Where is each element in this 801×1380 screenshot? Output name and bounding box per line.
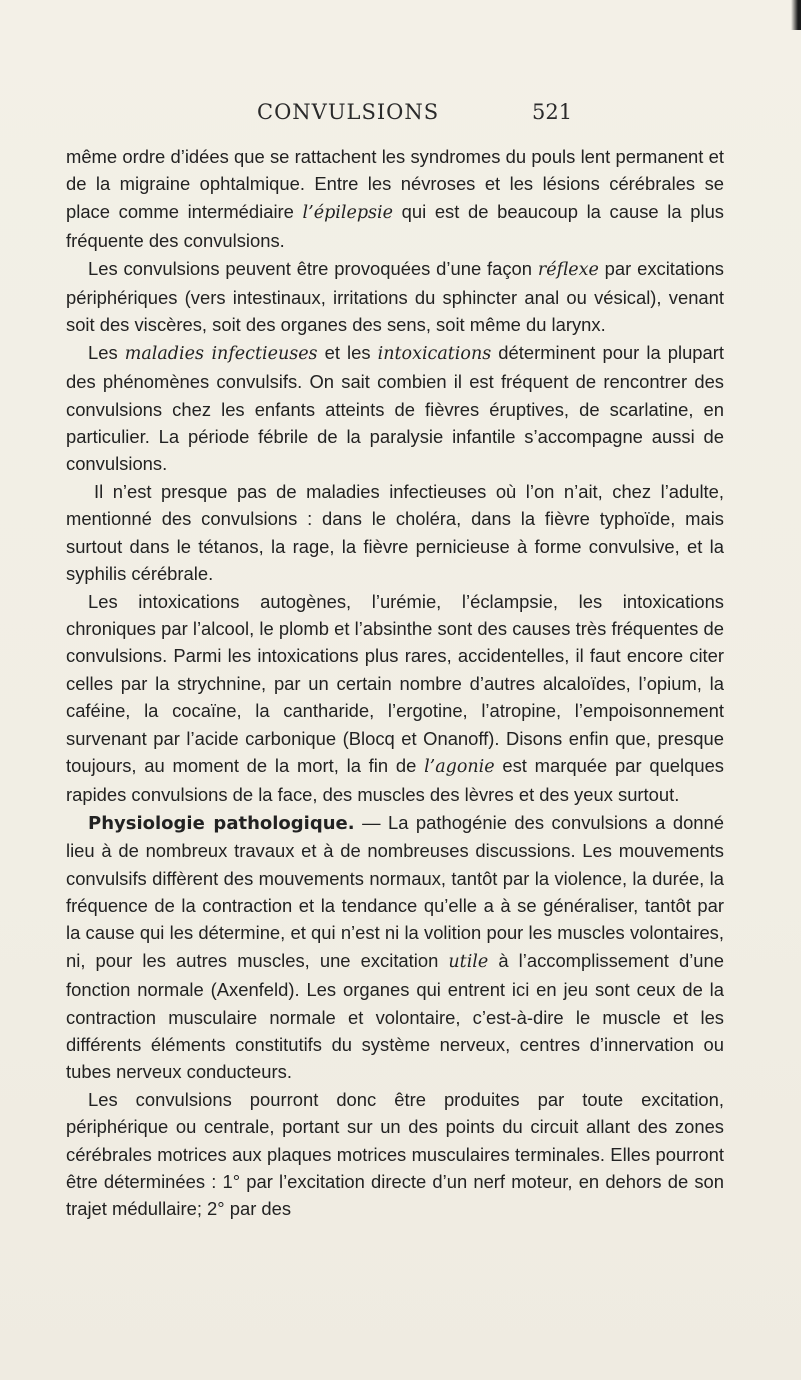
paragraph-2-italic: réflexe bbox=[537, 259, 599, 280]
page-number: 521 bbox=[532, 100, 573, 124]
paragraph-5-italic: l’agonie bbox=[424, 756, 495, 777]
paragraph-2-end: par excitations périphériques (vers intestinaux, irritations du sphincter anal ou vésical), venant soit des viscères, soit des organes des sens, soit même du larynx. bbox=[66, 257, 724, 336]
paragraph-2 bbox=[66, 255, 724, 339]
paragraph-2-text: Les convulsions peuvent être provoquées d’une façon bbox=[88, 257, 538, 279]
paragraph-5-end: est marquée par quelques rapides convulsions de la face, des muscles des lèvres et des yeux surtout. bbox=[66, 754, 724, 806]
paragraph-1-italic: l’épilepsie bbox=[302, 202, 393, 223]
paragraph-4 bbox=[66, 478, 724, 588]
paragraph-5-text: Les intoxications autogènes, l’urémie, l’éclampsie, les intoxications chroniques par l’alcool, le plomb et l’absinthe sont des causes très fréquentes de convulsions. Parmi les intoxications plus rares, accidentelles, il faut encore citer celles par la strychnine, par un certain nombre d’autres alcaloïdes, l’opium, la caféine, la cocaïne, la cantharide, l’ergotine, l’atropine, l’empoisonnement survenant par l’acide carbonique (Blocq et Onanoff). Disons enfin que, presque toujours, au moment de la mort, la fin de bbox=[66, 590, 724, 776]
paragraph-1 bbox=[66, 143, 724, 255]
paragraph-4-text: Il n’est presque pas de maladies infectieuses où l’on n’ait, chez l’adulte, mentionné des convulsions : dans le choléra, dans la fièvre typhoïde, mais surtout dans le tétanos, la rage, la fièvre pernicieuse à forme convulsive, et la syphilis cérébrale. bbox=[66, 480, 724, 585]
paragraph-7-text: Les convulsions pourront donc être produites par toute excitation, périphérique ou centrale, portant sur un des points du circuit allant des zones cérébrales motrices aux plaques motrices musculaires terminales. Elles pourront être déterminées : 1° par l’excitation directe d’un nerf moteur, en dehors de son trajet médullaire; 2° par des bbox=[66, 1088, 724, 1220]
paragraph-3-end: déterminent pour la plupart des phénomènes convulsifs. On sait combien il est fréquent de rencontrer des convulsions chez les enfants atteints de fièvres éruptives, de scarlatine, en particulier. La période fébrile de la paralysie infantile s’accompagne aussi de convulsions. bbox=[66, 341, 724, 475]
paragraph-1-end: qui est de beaucoup la cause la plus fréquente des convulsions. bbox=[66, 200, 724, 252]
paragraph-6-italic: utile bbox=[448, 951, 489, 972]
body-text bbox=[66, 143, 724, 1223]
paragraph-1-text: même ordre d’idées que se rattachent les syndromes du pouls lent permanent et de la migraine ophtalmique. Entre les névroses et les lésions cérébrales se place comme intermédiaire bbox=[66, 146, 724, 222]
paragraph-6 bbox=[66, 809, 724, 1086]
page-corner-shadow bbox=[791, 0, 801, 30]
chapter-title: CONVULSIONS bbox=[257, 100, 440, 124]
paragraph-7 bbox=[66, 1086, 724, 1223]
paragraph-5 bbox=[66, 588, 724, 809]
paragraph-3-start: Les bbox=[88, 341, 125, 363]
paragraph-3-mid: et les bbox=[317, 341, 378, 363]
running-header bbox=[0, 100, 801, 130]
paragraph-3-italic-2: intoxications bbox=[377, 343, 492, 364]
paragraph-6-text: — La pathogénie des convulsions a donné lieu à de nombreux travaux et à de nombreuses discussions. Les mouvements convulsifs diffèrent des mouvements normaux, tantôt par la violence, la durée, la fréquence de la contraction et la tendance qu’elle a à se généraliser, tantôt par la cause qui les détermine, et qui n’est ni la volition pour les muscles volontaires, ni, pour les autres muscles, une excitation bbox=[66, 811, 724, 971]
paragraph-3 bbox=[66, 339, 724, 478]
paragraph-3-italic-1: maladies infectieuses bbox=[124, 343, 318, 364]
section-heading: Physiologie pathologique. bbox=[88, 812, 355, 834]
paragraph-6-end: à l’accomplissement d’une fonction normale (Axenfeld). Les organes qui entrent ici en jeu sont ceux de la contraction musculaire normale et volontaire, c’est-à-dire le muscle et les différents éléments constitutifs du système nerveux, centres d’innervation ou tubes nerveux conducteurs. bbox=[66, 949, 724, 1083]
